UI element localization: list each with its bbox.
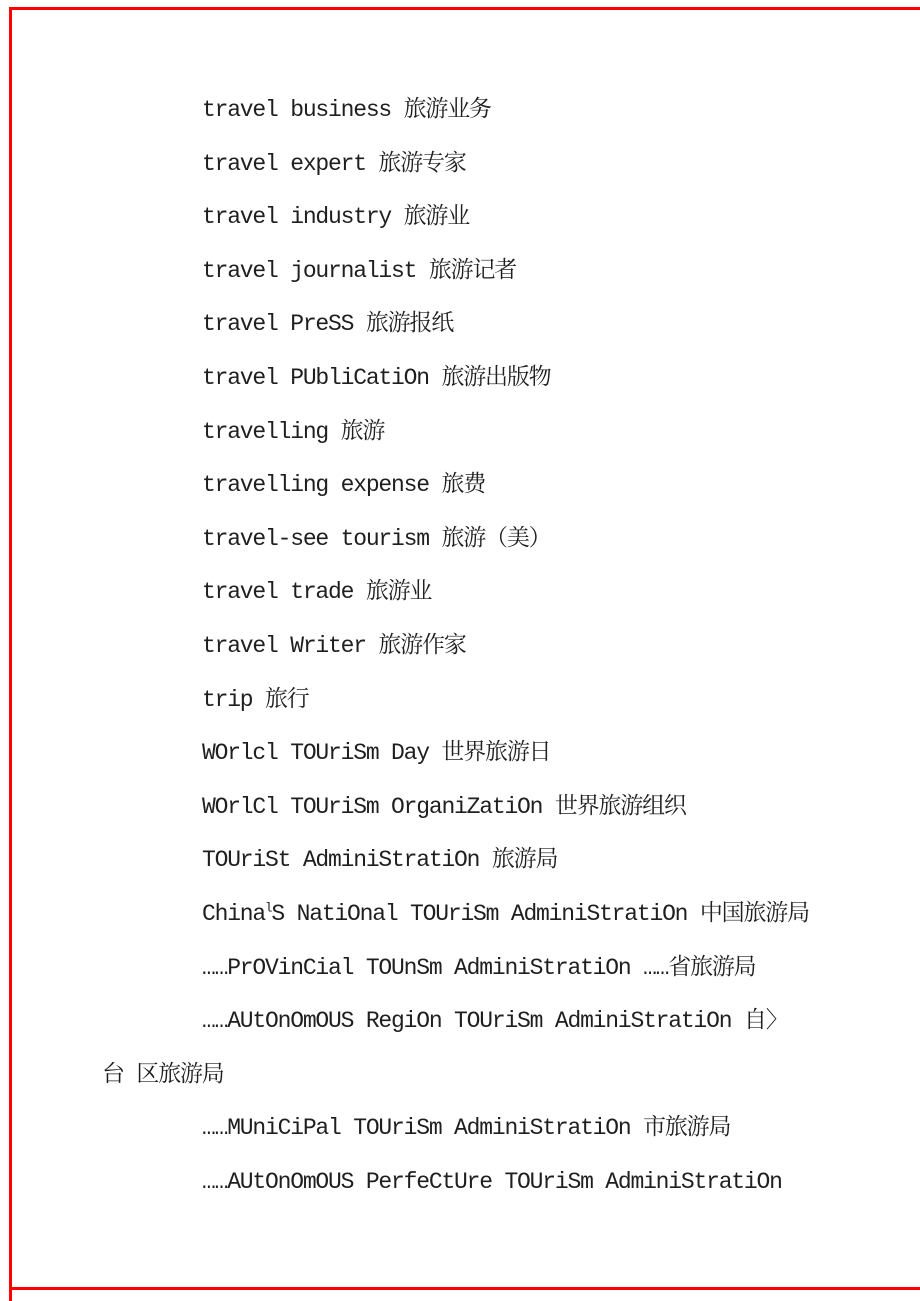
vocab-line-municipal-tourism-administration: ……MUniCiPal TOUriSm AdminiStratiOn 市旅游局 [202, 1115, 731, 1142]
vocab-line-travel-trade: travel trade 旅游业 [202, 579, 432, 606]
vocab-line-travel-see-tourism: travel-see tourism 旅游（美） [202, 525, 551, 552]
vocab-line-china-national-tourism-administration [0, 888, 920, 942]
vocab-line-text: S NatiOnal TOUriSm AdminiStratiOn 中国旅游局 [271, 900, 809, 927]
vocab-line-travel-journalist: travel journalist 旅游记者 [202, 257, 517, 284]
vocab-line-travel-writer: travel Writer 旅游作家 [202, 632, 466, 659]
vocab-line-region-wrap: 台 区旅游局 [102, 1061, 224, 1088]
vocab-line-autonomous-prefecture-tourism-administration: ……AUtOnOmOUS PerfeCtUre TOUriSm AdminiStratiOn [202, 1168, 782, 1195]
vocab-line-text: China [202, 900, 266, 927]
vocab-line-travel-publication: travel PUbliCatiOn 旅游出版物 [202, 364, 551, 391]
page-border-bottom-line [9, 1287, 920, 1290]
vocab-line-travelling-expense: travelling expense 旅费 [202, 472, 486, 499]
vocab-line-travelling: travelling 旅游 [202, 418, 385, 445]
superscript-l: l [265, 900, 272, 916]
vocab-line-travel-business: travel business 旅游业务 [202, 97, 491, 123]
vocab-line-travel-expert: travel expert 旅游专家 [202, 150, 466, 177]
vocab-line-world-tourism-day: WOrlcl TOUriSm Day 世界旅游日 [202, 740, 551, 767]
vocab-line-travel-press: travel PreSS 旅游报纸 [202, 311, 454, 338]
vocab-list [0, 84, 920, 1209]
vocab-line-autonomous-region-tourism-administration: ……AUtOnOmOUS RegiOn TOUriSm AdminiStratiOn 自〉 [202, 1008, 788, 1035]
page-border-top-line [9, 7, 920, 10]
vocab-line-travel-industry: travel industry 旅游业 [202, 204, 470, 231]
vocab-line-trip: trip 旅行 [202, 686, 309, 713]
vocab-line-provincial-tourism-administration: ……PrOVinCial TOUnSm AdminiStratiOn ……省旅游局 [202, 954, 756, 981]
vocab-line-world-tourism-organization: WOrlCl TOUriSm OrganiZatiOn 世界旅游组织 [202, 793, 686, 820]
vocab-line-tourist-administration: TOUriSt AdminiStratiOn 旅游局 [202, 847, 558, 874]
